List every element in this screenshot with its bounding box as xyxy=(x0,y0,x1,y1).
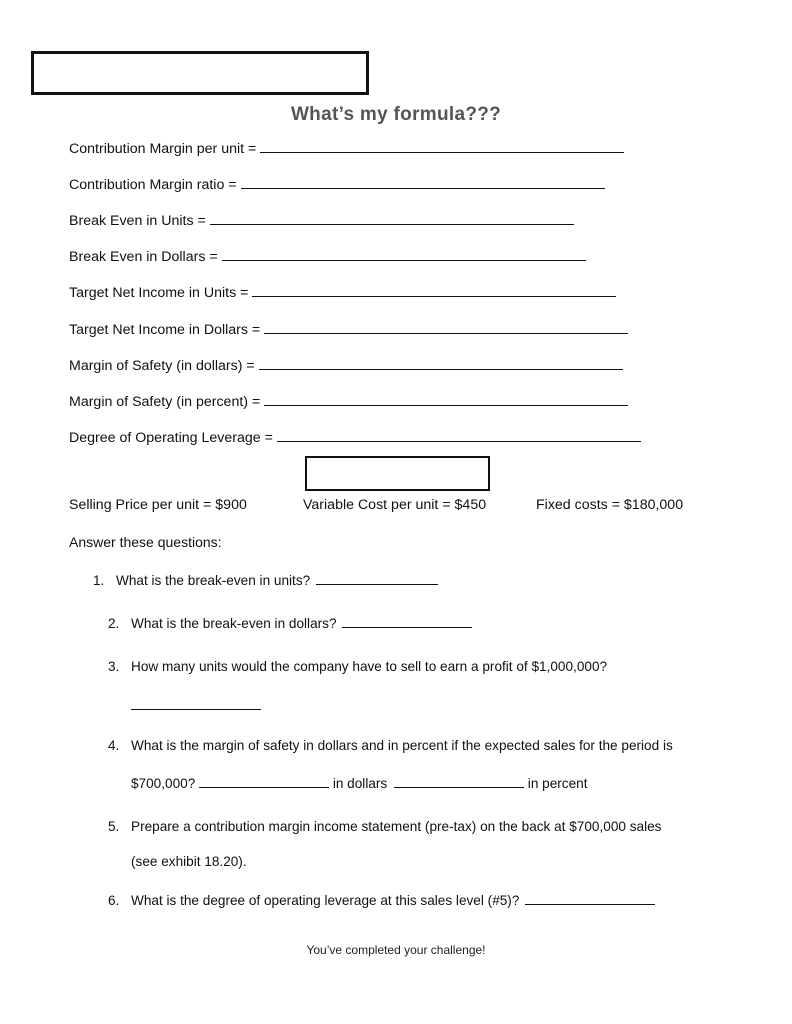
answer-line[interactable] xyxy=(264,320,628,334)
answer-line[interactable] xyxy=(264,392,628,406)
formula-label: Margin of Safety (in dollars) = xyxy=(69,358,255,374)
question-4-line2 xyxy=(131,774,588,791)
question-5 xyxy=(108,819,661,834)
formula-label: Break Even in Dollars = xyxy=(69,249,218,265)
formula-mos-dollars xyxy=(69,356,623,375)
formula-label: Target Net Income in Dollars = xyxy=(69,322,261,338)
question-1 xyxy=(93,571,438,588)
answer-line[interactable] xyxy=(241,175,605,189)
answer-line-percent[interactable] xyxy=(394,774,524,788)
question-number: 6. xyxy=(108,893,120,908)
question-number: 5. xyxy=(108,819,120,834)
formula-target-ni-units xyxy=(69,283,616,302)
formula-label: Contribution Margin per unit = xyxy=(69,141,257,157)
footer-message: You’ve completed your challenge! xyxy=(306,943,486,957)
question-2 xyxy=(108,614,472,631)
question-number: 4. xyxy=(108,738,120,753)
question-number: 3. xyxy=(108,659,120,674)
answer-line[interactable] xyxy=(525,891,655,905)
formula-break-even-dollars xyxy=(69,247,586,266)
answer-line[interactable] xyxy=(342,614,472,628)
answer-line[interactable] xyxy=(259,356,623,370)
formula-target-ni-dollars xyxy=(69,320,628,339)
given-variable-cost: Variable Cost per unit = $450 xyxy=(303,497,487,513)
question-text: What is the break-even in units? xyxy=(116,573,311,588)
formula-mos-percent xyxy=(69,392,628,411)
question-text: What is the break-even in dollars? xyxy=(131,616,337,631)
section-box[interactable] xyxy=(305,456,490,491)
question-text: What is the margin of safety in dollars and in percent if the expected sales for the period is xyxy=(131,738,673,753)
page-title: What’s my formula??? xyxy=(290,104,502,125)
answer-line-dollars[interactable] xyxy=(199,774,329,788)
formula-label: Break Even in Units = xyxy=(69,213,206,229)
question-5-line2: (see exhibit 18.20). xyxy=(131,854,247,869)
given-selling-price: Selling Price per unit = $900 xyxy=(69,497,247,513)
formula-dol xyxy=(69,428,641,447)
question-6 xyxy=(108,891,655,908)
question-text: in dollars xyxy=(332,776,388,791)
answer-line[interactable] xyxy=(252,283,616,297)
given-fixed-costs: Fixed costs = $180,000 xyxy=(536,497,684,513)
name-box[interactable] xyxy=(31,51,369,95)
question-number: 1. xyxy=(93,573,105,588)
question-text: $700,000? xyxy=(131,776,196,791)
formula-label: Degree of Operating Leverage = xyxy=(69,430,273,446)
question-text: What is the degree of operating leverage at this sales level (#5)? xyxy=(131,893,520,908)
formula-break-even-units xyxy=(69,211,574,230)
answer-line[interactable] xyxy=(316,571,438,585)
answer-line[interactable] xyxy=(210,211,574,225)
answer-line[interactable] xyxy=(260,139,624,153)
question-text: How many units would the company have to sell to earn a profit of $1,000,000? xyxy=(131,659,608,674)
formula-label: Contribution Margin ratio = xyxy=(69,177,237,193)
question-text: in percent xyxy=(527,776,588,791)
question-text: Prepare a contribution margin income statement (pre-tax) on the back at $700,000 sales xyxy=(131,819,662,834)
answer-line[interactable] xyxy=(277,428,641,442)
question-number: 2. xyxy=(108,616,120,631)
formula-cm-ratio xyxy=(69,175,605,194)
answer-heading: Answer these questions: xyxy=(69,534,222,550)
answer-line[interactable] xyxy=(131,696,261,710)
question-3-answer xyxy=(131,696,261,713)
formula-cm-per-unit xyxy=(69,139,624,158)
question-4 xyxy=(108,738,673,753)
formula-label: Margin of Safety (in percent) = xyxy=(69,394,261,410)
question-3 xyxy=(108,659,607,674)
formula-label: Target Net Income in Units = xyxy=(69,285,249,301)
answer-line[interactable] xyxy=(222,247,586,261)
